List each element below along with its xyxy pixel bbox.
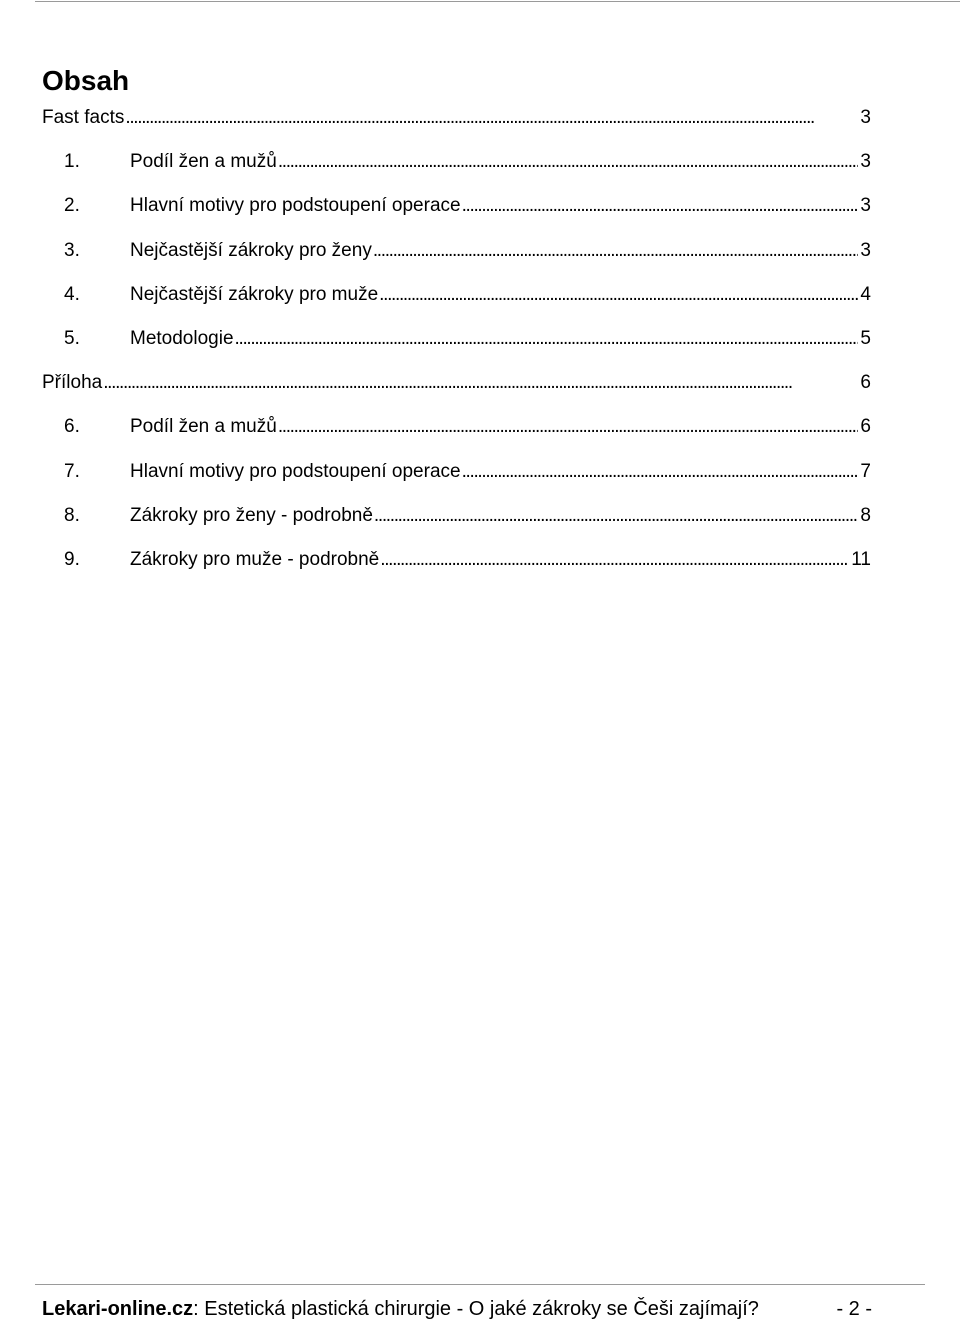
- header-rule: [35, 1, 960, 2]
- toc-entry-2[interactable]: [42, 186, 871, 230]
- toc-entry-5[interactable]: [42, 319, 871, 363]
- toc-entry-text: Zákroky pro muže - podrobně: [130, 548, 380, 570]
- toc-entry-page: 3: [860, 239, 871, 261]
- toc-entry-page: 8: [860, 504, 871, 526]
- footer-text: : Estetická plastická chirurgie - O jaké zákroky se Češi zajímají?: [193, 1298, 759, 1320]
- toc-entry-page: 3: [860, 195, 871, 217]
- toc-title: Obsah: [42, 65, 130, 96]
- toc-leader-dots: [374, 496, 859, 536]
- toc-entry-text: Hlavní motivy pro podstoupení operace: [130, 460, 461, 482]
- toc-entry-number: 2.: [64, 195, 80, 217]
- toc-entry-6[interactable]: [42, 407, 871, 451]
- toc-leader-dots: [235, 319, 859, 359]
- toc-entry-page: 6: [860, 372, 871, 394]
- toc-entry-number: 7.: [64, 460, 80, 482]
- toc-leader-dots: [373, 231, 859, 271]
- toc-entry-text: Příloha: [42, 372, 103, 394]
- toc-leader-dots: [379, 275, 858, 315]
- toc-entry-1[interactable]: [42, 142, 871, 186]
- toc-entry-page: 3: [860, 107, 871, 128]
- toc-entry-text: Podíl žen a mužů: [130, 151, 277, 173]
- toc-entry-page: 11: [851, 548, 871, 570]
- toc-entry-9[interactable]: [42, 540, 871, 584]
- toc-entry-number: 9.: [64, 548, 80, 570]
- toc-entry-7[interactable]: [42, 452, 871, 496]
- toc-entry-text: Hlavní motivy pro podstoupení operace: [130, 195, 461, 217]
- table-of-contents: [42, 98, 871, 584]
- toc-entry-number: 6.: [64, 416, 80, 438]
- toc-entry-number: 8.: [64, 504, 80, 526]
- toc-leader-dots: [103, 363, 858, 403]
- footer-title: [42, 1295, 759, 1323]
- page-footer: [42, 1295, 872, 1323]
- toc-entry-4[interactable]: [42, 275, 871, 319]
- toc-entry-text: Metodologie: [130, 327, 234, 349]
- toc-entry-number: 1.: [64, 151, 80, 173]
- toc-entry-page: 3: [860, 151, 871, 173]
- toc-entry-number: 4.: [64, 283, 80, 305]
- toc-entry-text: Nejčastější zákroky pro muže: [130, 283, 379, 305]
- footer-rule: [35, 1284, 925, 1285]
- toc-entry-text: Nejčastější zákroky pro ženy: [130, 239, 372, 261]
- toc-entry-number: 5.: [64, 327, 80, 349]
- footer-site-name: Lekari-online.cz: [42, 1298, 194, 1320]
- toc-leader-dots: [380, 540, 849, 580]
- toc-entry-3[interactable]: [42, 231, 871, 275]
- toc-leader-dots: [278, 142, 859, 182]
- toc-entry-text: Fast facts: [42, 107, 125, 128]
- toc-entry-page: 5: [860, 327, 871, 349]
- toc-entry-page: 7: [860, 460, 871, 482]
- toc-leader-dots: [462, 186, 859, 226]
- toc-entry-text: Zákroky pro ženy - podrobně: [130, 504, 373, 526]
- toc-entry-text: Podíl žen a mužů: [130, 416, 277, 438]
- toc-entry-priloha[interactable]: [42, 363, 871, 407]
- toc-entry-page: 6: [860, 416, 871, 438]
- toc-leader-dots: [278, 407, 859, 447]
- toc-entry-number: 3.: [64, 239, 80, 261]
- toc-leader-dots: [462, 452, 859, 492]
- page-number: - 2 -: [836, 1298, 872, 1320]
- toc-entry-fast-facts[interactable]: [42, 98, 871, 142]
- toc-entry-page: 4: [860, 283, 871, 305]
- toc-leader-dots: [125, 98, 858, 138]
- toc-entry-8[interactable]: [42, 496, 871, 540]
